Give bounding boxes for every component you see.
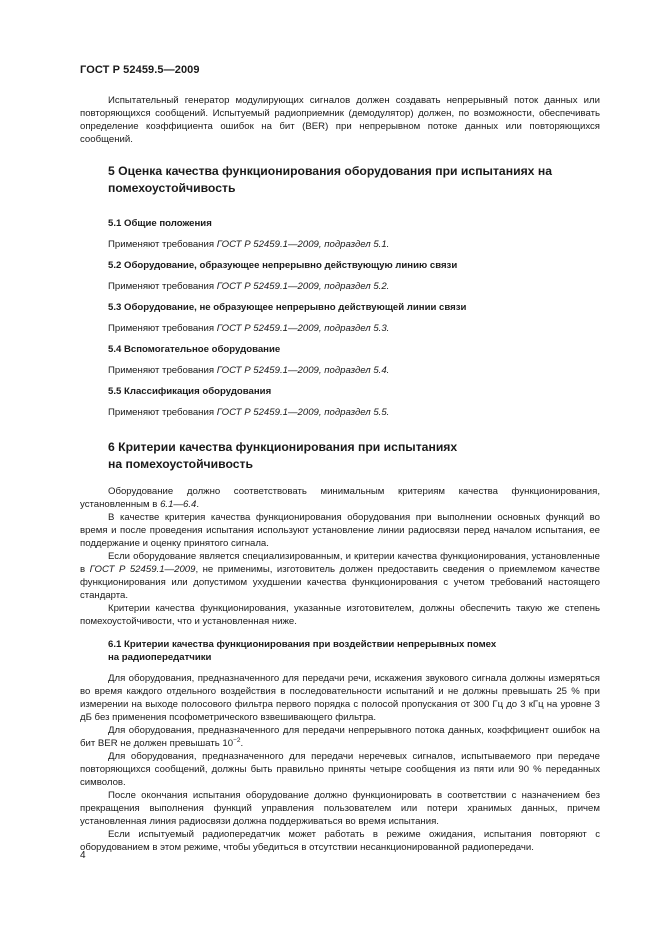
- requirement-line: [80, 364, 600, 377]
- subsection-5-5: [80, 385, 600, 419]
- subsection-heading: 5.4 Вспомогательное оборудование: [108, 344, 281, 355]
- exponent: −2: [233, 737, 241, 744]
- subsection-heading: 5.5 Классификация оборудования: [108, 386, 272, 397]
- section-6-paragraph-2: В качестве критерия качества функционирования оборудования при выполнении основных функций во время и после проведения испытания используют установление линии радиосвязи перед началом испытания, ее поддержание и оценку принятого сигнала.: [80, 512, 600, 549]
- paragraph-reference: ГОСТ Р 52459.1—2009: [89, 564, 196, 575]
- section-6-paragraph-3: [80, 550, 600, 602]
- document-header: ГОСТ Р 52459.5—2009: [80, 64, 200, 76]
- requirement-reference: ГОСТ Р 52459.1—2009, подраздел 5.2.: [216, 281, 390, 292]
- subsection-heading: 5.1 Общие положения: [108, 218, 212, 229]
- requirement-prefix: Применяют требования: [108, 239, 217, 250]
- document-body: [80, 94, 600, 854]
- section-6-title: [80, 439, 600, 473]
- subsection-5-1: [80, 217, 600, 251]
- subsection-heading: 5.3 Оборудование, не образующее непрерывно действующей линии связи: [108, 302, 467, 313]
- requirement-line: [80, 238, 600, 251]
- requirement-reference: ГОСТ Р 52459.1—2009, подраздел 5.4.: [216, 365, 390, 376]
- subsection-6-1-paragraph-2: [80, 724, 600, 750]
- paragraph-end: .: [196, 499, 200, 510]
- subsection-6-1-title-line1: 6.1 Критерии качества функционирования при воздействии непрерывных помех: [108, 639, 497, 650]
- subsection-5-4: [80, 343, 600, 377]
- requirement-line: [80, 280, 600, 293]
- paragraph-text: Для оборудования, предназначенного для передачи непрерывного потока данных, коэффициент ошибок на бит BER не должен превышать 10: [80, 725, 600, 749]
- subsection-6-1-paragraph-1: Для оборудования, предназначенного для передачи речи, искажения звукового сигнала должны измеряться во время каждого отдельного воздействия в последовательности испытаний и не должны превышать 25 % при измерении на выходе полосового фильтра первого порядка с полосой пропускания от 300 Гц до 3 кГц на уровне 3 дБ без применения псофометрического взвешивающего фильтра.: [80, 673, 600, 723]
- subsection-5-3: [80, 301, 600, 335]
- requirement-reference: ГОСТ Р 52459.1—2009, подраздел 5.3.: [216, 323, 390, 334]
- intro-paragraph: Испытательный генератор модулирующих сигналов должен создавать непрерывный поток данных или повторяющихся сообщений. Испытуемый радиоприемник (демодулятор) должен, по возможности, обеспечивать определение коэффициента ошибок на бит (BER) при непрерывном потоке данных или повторяющихся сообщений.: [80, 95, 600, 145]
- requirement-line: [80, 406, 600, 419]
- paragraph-reference: 6.1—6.4: [160, 499, 197, 510]
- subsection-heading: 5.2 Оборудование, образующее непрерывно действующую линию связи: [108, 260, 458, 271]
- requirement-prefix: Применяют требования: [108, 407, 217, 418]
- requirement-reference: ГОСТ Р 52459.1—2009, подраздел 5.1.: [216, 239, 390, 250]
- subsection-6-1-paragraph-5: Если испытуемый радиопередатчик может работать в режиме ожидания, испытания повторяют с оборудованием в этом режиме, чтобы убедиться в отсутствии несанкционированной радиопередачи.: [80, 829, 600, 853]
- subsection-6-1-title-line2: на радиопередатчики: [108, 652, 212, 663]
- paragraph-end: .: [240, 738, 244, 749]
- requirement-reference: ГОСТ Р 52459.1—2009, подраздел 5.5.: [216, 407, 390, 418]
- subsection-6-1-title: [80, 638, 600, 664]
- requirement-prefix: Применяют требования: [108, 281, 217, 292]
- paragraph-text-end: , не применимы, изготовитель должен предоставить сведения о приемлемом качестве функционирования или допустимом ухудшении качества функционирования с учетом требований настоящего стандарта.: [80, 564, 600, 601]
- section-6-title-line2: на помехоустойчивость: [108, 457, 253, 471]
- section-6-paragraph-1: [80, 485, 600, 511]
- subsection-6-1-paragraph-4: После окончания испытания оборудование должно функционировать в соответствии с назначением без прекращения выполнения функций управления пользователем или потери хранимых данных, причем установленная линия радиосвязи должна поддерживаться во время испытания.: [80, 790, 600, 827]
- requirement-line: [80, 322, 600, 335]
- section-6-title-line1: 6 Критерии качества функционирования при испытаниях: [108, 440, 458, 454]
- subsection-5-2: [80, 259, 600, 293]
- requirement-prefix: Применяют требования: [108, 365, 217, 376]
- requirement-prefix: Применяют требования: [108, 323, 217, 334]
- paragraph-text: Если оборудование является специализированным, и критерии качества функционирования, установленные в: [80, 551, 600, 575]
- section-5-title: 5 Оценка качества функционирования оборудования при испытаниях на помехоустойчивость: [108, 164, 552, 195]
- subsection-6-1-paragraph-3: Для оборудования, предназначенного для передачи неречевых сигналов, испытываемого при передаче повторяющихся сообщений, должны быть правильно приняты четыре сообщения из пяти или 90 % переданных символов.: [80, 751, 600, 788]
- page-number: 4: [80, 850, 86, 861]
- section-6-paragraph-4: Критерии качества функционирования, указанные изготовителем, должны обеспечить такую же степень помехоустойчивости, что и установленная ниже.: [80, 603, 600, 627]
- paragraph-text: Оборудование должно соответствовать минимальным критериям качества функционирования, установленным в: [80, 486, 600, 510]
